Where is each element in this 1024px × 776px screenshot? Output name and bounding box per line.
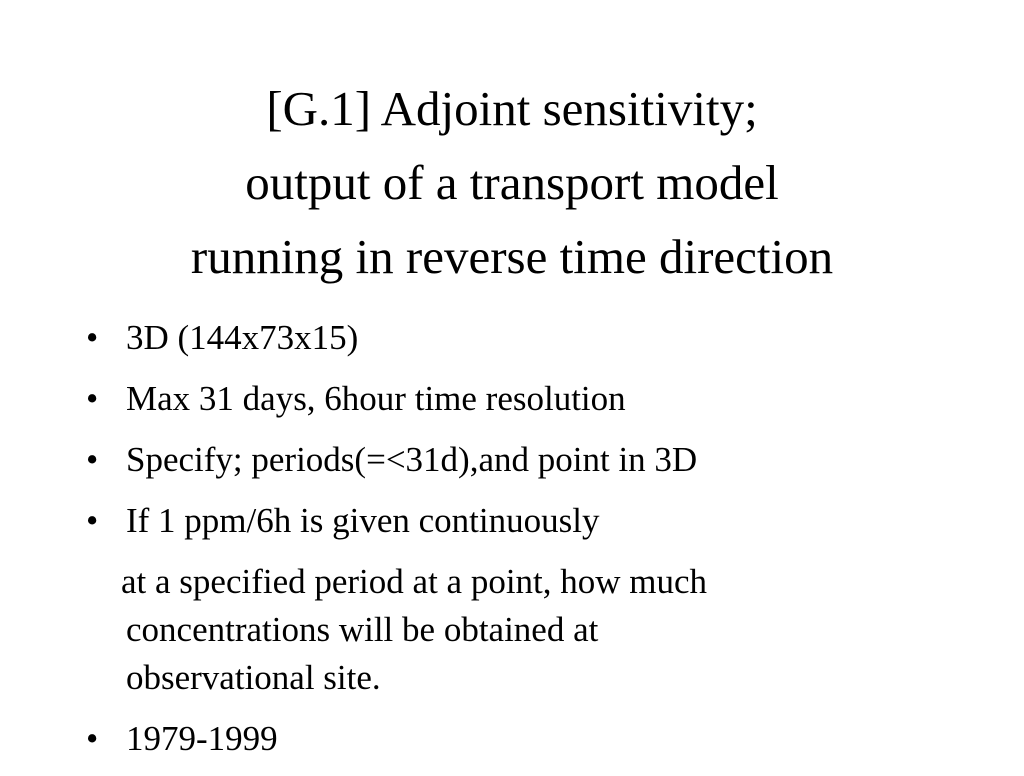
title-line-1: [G.1] Adjoint sensitivity; (266, 81, 758, 136)
bullet-item-dimensions (86, 314, 986, 362)
bullet-item-specify (86, 436, 986, 484)
bullet-text: Specify; periods(=<31d),and point in 3D (126, 440, 698, 479)
title-line-2: output of a transport model (245, 155, 779, 210)
bullet-dot-icon: • (86, 719, 99, 758)
continuation-line-2: concentrations will be obtained at (126, 610, 599, 649)
bullet-text: 3D (144x73x15) (126, 318, 359, 357)
bullet-item-continuous (86, 497, 986, 545)
bullet-text: If 1 ppm/6h is given continuously (126, 501, 600, 540)
bullet-list (86, 314, 986, 776)
bullet-dot-icon: • (86, 440, 99, 479)
bullet-text: Max 31 days, 6hour time resolution (126, 379, 626, 418)
bullet-dot-icon: • (86, 318, 99, 357)
bullet-text: 1979-1999 (126, 719, 278, 758)
bullet-item-time-resolution (86, 375, 986, 423)
bullet-item-years (86, 715, 986, 763)
title-line-3: running in reverse time direction (190, 229, 834, 284)
bullet-dot-icon: • (86, 501, 99, 540)
continuation-line-3: observational site. (126, 658, 381, 697)
bullet-dot-icon: • (86, 379, 99, 418)
bullet-continuation (86, 558, 986, 702)
continuation-line-1: at a specified period at a point, how much (121, 562, 708, 601)
slide-title (0, 72, 1024, 294)
